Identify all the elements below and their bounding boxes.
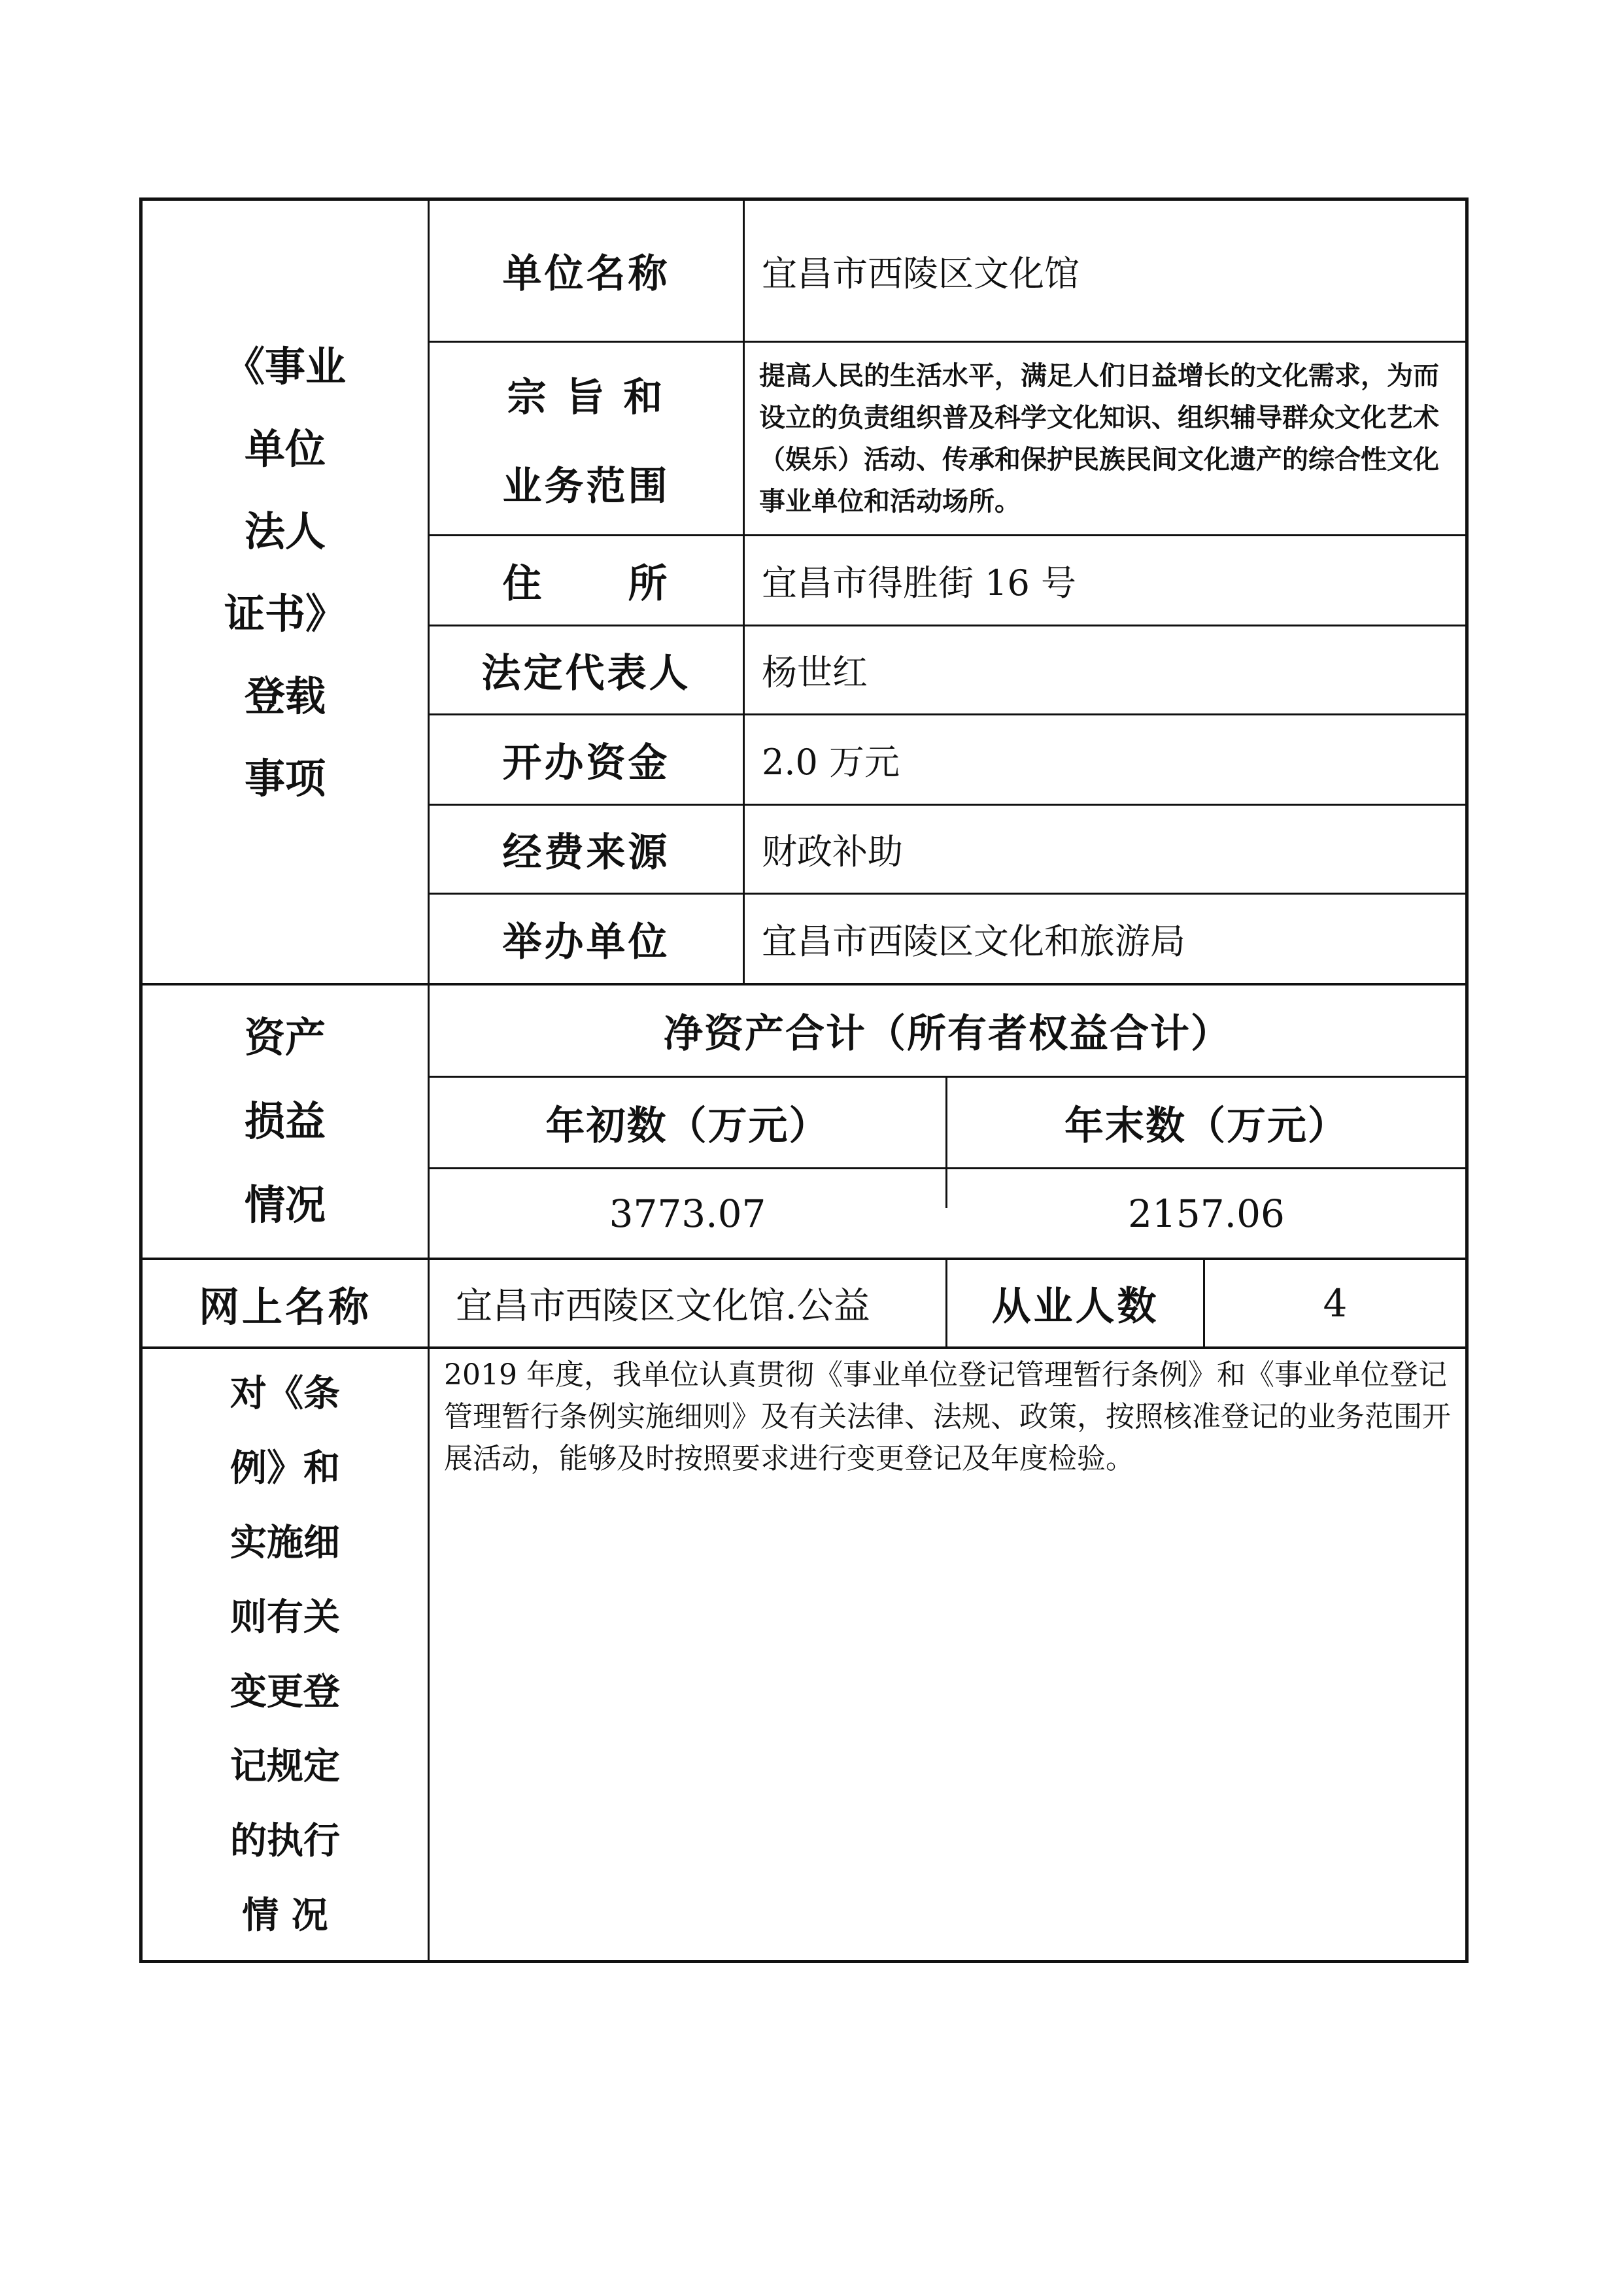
section-line: 单位 — [244, 425, 326, 473]
unit-name-value: 宜昌市西陵区文化馆 — [762, 252, 1080, 294]
section-label-certificate — [143, 201, 428, 984]
section-label-compliance — [143, 1349, 428, 1960]
section-line: 则有关 — [230, 1596, 340, 1639]
section-label-assets — [143, 985, 428, 1258]
section-line: 证书》 — [224, 590, 346, 638]
legal-rep-label: 法定代表人 — [481, 650, 691, 696]
section-line: 登载 — [244, 672, 326, 720]
section-line: 事项 — [244, 755, 326, 802]
staff-count-label: 从业人数 — [991, 1284, 1159, 1329]
mission-label — [430, 343, 743, 534]
end-year-value: 2157.06 — [1128, 1191, 1285, 1236]
section-line: 实施细 — [230, 1521, 340, 1564]
section-line: 资产 — [244, 1014, 326, 1061]
section-line: 《事业 — [224, 343, 346, 390]
sponsor-label: 举办单位 — [502, 919, 670, 965]
section-line: 情 况 — [242, 1894, 328, 1937]
section-line: 情况 — [244, 1181, 326, 1229]
section-line: 损益 — [244, 1097, 326, 1145]
capital-value: 2.0 万元 — [762, 742, 900, 783]
address-label: 住 所 — [502, 560, 670, 607]
capital-label: 开办资金 — [502, 740, 670, 786]
section-line: 法人 — [244, 507, 326, 555]
registration-table — [139, 197, 1469, 1963]
section-line: 对《条 — [230, 1372, 340, 1415]
section-line: 例》和 — [230, 1447, 340, 1490]
funding-value: 财政补助 — [762, 831, 903, 872]
legal-rep-value: 杨世红 — [762, 652, 868, 693]
address-value: 宜昌市得胜街 16 号 — [762, 562, 1077, 604]
funding-label: 经费来源 — [502, 829, 670, 876]
section-line: 记规定 — [230, 1745, 340, 1788]
mission-label-line: 宗 旨 和 — [507, 374, 666, 420]
compliance-text: 2019 年度，我单位认真贯彻《事业单位登记管理暂行条例》和《事业单位登记管理暂行条例实施细则》及有关法律、法规、政策，按照核准登记的业务范围开展活动，能够及时按照要求进行变更登记及年度检验。 — [444, 1358, 1451, 1475]
sponsor-value: 宜昌市西陵区文化和旅游局 — [762, 921, 1185, 962]
end-year-label: 年末数（万元） — [1064, 1103, 1348, 1149]
online-name-label: 网上名称 — [198, 1282, 371, 1331]
section-line: 的执行 — [230, 1819, 340, 1862]
online-name-value: 宜昌市西陵区文化馆.公益 — [456, 1285, 870, 1328]
unit-name-label: 单位名称 — [502, 251, 670, 297]
section-line: 变更登 — [230, 1670, 340, 1713]
net-assets-header: 净资产合计（所有者权益合计） — [664, 1011, 1231, 1057]
mission-value: 提高人民的生活水平，满足人们日益增长的文化需求，为而设立的负责组织普及科学文化知识、组织辅导群众文化艺术（娱乐）活动、传承和保护民族民间文化遗产的综合性文化事业单位和活动场所。 — [759, 360, 1439, 517]
begin-year-value: 3773.07 — [609, 1191, 766, 1236]
staff-count-value: 4 — [1323, 1281, 1348, 1326]
begin-year-label: 年初数（万元） — [545, 1103, 830, 1149]
mission-label-line: 业务范围 — [502, 463, 670, 509]
